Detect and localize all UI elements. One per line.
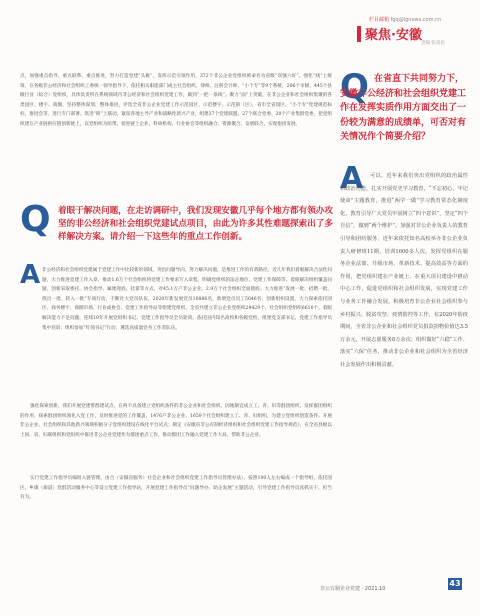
column-mailbox — [369, 16, 441, 23]
journal-footer: 非公有制企业党建 · 2021.10 — [320, 586, 386, 592]
section-title-a: 聚焦 — [365, 28, 392, 43]
column-email[interactable]: fgq@lgnews.com.cn — [390, 17, 441, 23]
section-title: 聚焦·安徽 — [365, 28, 422, 43]
editor-credit: 责编 张雷岩 — [421, 41, 445, 46]
column-header — [357, 16, 467, 60]
question-1-letter: Q — [340, 67, 369, 107]
intro-paragraph: 点、加强重点指导、重点联系、重点推进，努力打造党建“头雁”，发挥示范引领作用，372个非公企业党组织被命名为省级“双强六好”。强化“线”上统筹，在各级非公经济和社会组织工委统一领导指导下，依托相关职能部门或主社会组织、律师、注册会计师、“小个专”等9个系统，206个市级、445个县级行业（综合）党组织，具体负责所在系统领域内非公经济和社会组织党建工作，做到“一把一条线”。聚力“面”上突破，在非公企业和社会组织集聚的各类园区、楼宇、商圈，坚持整体谋划、整体推进，评选全省非公企业党建工作示范园区、示范楼宇、示范街（区），省市全省园区、“小个专”党建规范标杆、推进会等，进行专门部署。筑进“锁”上联动，紧扣各地主导产业和战略性新兴产业，组建37个党建联盟、27个联合党委、20个产业集群党委，把党组织建在产业链供应链创新链上，以党组织为纽带，促进链上企业、科研机构、行业协会等组织融合、资源聚合、发展联合，实现抱团发展。 — [20, 74, 332, 127]
question-1-text: 在省直下共同努力下，安徽非公经济和社会组织党建工作在发挥实质作用方面交出了一份较为满意的成绩单，可否对有关情况作个简要介绍？ — [340, 74, 467, 143]
answer-1-text: 可以。近年来我们突出党组织的政治属性和政治功能，扎实开展党史学习教育，“不忘初心，牢记使命”主题教育，推进“两学一做”学习教育常态化制度化，教育引导广大党员牢固树立“四个意识”，坚定“四个自信”，做到“两个维护”。加强对非公企业负责人的教育引导和团结服务，近年来依托知名高校举办非公企业负责人研修班11期，培训1600多人次。发挥党组织在服务企业法策、升级市场、革新技术、提高效益等方面的作用，把党组织建在产业链上、在重大项目建设中推动中心工作，促进党组织和社会组织发展，实现党建工作与业务工作融合发展。积极培育非公企业社会组织参与乡村振兴、脱贫攻坚、疫情防控等工作，在2020年防疫期间，全省非公企业和社会组织党员捐款捐物价值达3.5万余元，开展志愿服务8万余次；组织做好“六稳”工作、落实“六保”任务，推动非公企业和社会组织为全省经济社会发展作出积极贡献。 — [340, 173, 468, 368]
page-number: 43 — [449, 579, 461, 588]
answer-1-letter: A — [340, 161, 364, 196]
question-2-text: 着眼于解决问题，在走访调研中，我们发现安徽几乎每个地方都有领办攻坚的非公经济和社会组织党建试点项目，由此为许多其性难题探索出了多样解决方案。请介绍一下这些年的重点工作创新。 — [58, 206, 334, 242]
answer-2-paragraph-1: 非公经济和社会组织党建属于党建工作中比较新的领域，突出问题导向，努力解决问题，是推进工作的有效路径。近几年我们着眼解决合法性问题，大力推进党建工作入章，推动1.6万个社会组织将党建工作要求写入章程，明确党组织的法定地位，党建工作保障等。着眼解决组织覆盖问题，创新采取委托、协会指导、属地兜底、挂靠等方式，对45.1万户非公企业、2.9万个社会组织全面摸底；大力推进“发展一批、招聘一批、找出一批、转入一批”专项行动，不断壮大党员队伍，2020年新发展党员10886名，新增党员员工5646名；创新组织设置，大力探索依托园区、商务楼宇、商圈市场、行业或协会、党建工作指导站等组建党组织，全省共建立非公企业党组织29429个、社会组织党组织6610个。着眼解决能力不足问题，连续10年开展党组织书记、党建工作指导员全员轮训，依托国内知名高校和各级党校，组建党支部书记、党建工作指导员集中培训；组织参加“红领书记”行动，遴选高质量党务工作者队伍。 — [42, 268, 332, 331]
column-label: 栏目邮箱 — [369, 17, 390, 23]
answer-2-letter: A — [20, 260, 41, 290]
answer-2-paragraph-3: 实行党建工作指导员编组入链管理，由合（安徽省服务）社会企业和社会组织党建工作指导员管理办法），按照100人左右编成一个指导组，依托园区、乡镇（街道）党群活动服务中心等设立党建工作指导站，开展党建工作指导员“问题导办、助企发展”主题活动，引导党建工作指导员真抓实干、担当有为。 — [20, 476, 332, 501]
accent-bar — [357, 26, 361, 42]
answer-2-paragraph-2: 强化探索创新，我们开展党建带群建试点，在两不具备建立党组织条件的非公企业和社会组织，因地制宜成立工、青、妇等群团组织，发挥群团组织的作用，探索群团组织领化入党工作，及时推进党的工作覆盖，1476户非公企业、1659个社会组织建立工、青、妇组织，为建立党组织创造条件。开展非公企业、社会组织和其他新兴领域积极分子党组织建设在线化平台试点；制定《安徽省非公有制经济组织和社会组织党建工作指导规范》，在全省县级以上国、省、妇联组织和党组织中推进非公企业党建作为群团重点工作，推动群团工作融入党建工作大局，帮助非公企业。 — [20, 404, 332, 438]
question-2-letter: Q — [20, 199, 51, 240]
section-title-b: 安徽 — [395, 28, 422, 43]
